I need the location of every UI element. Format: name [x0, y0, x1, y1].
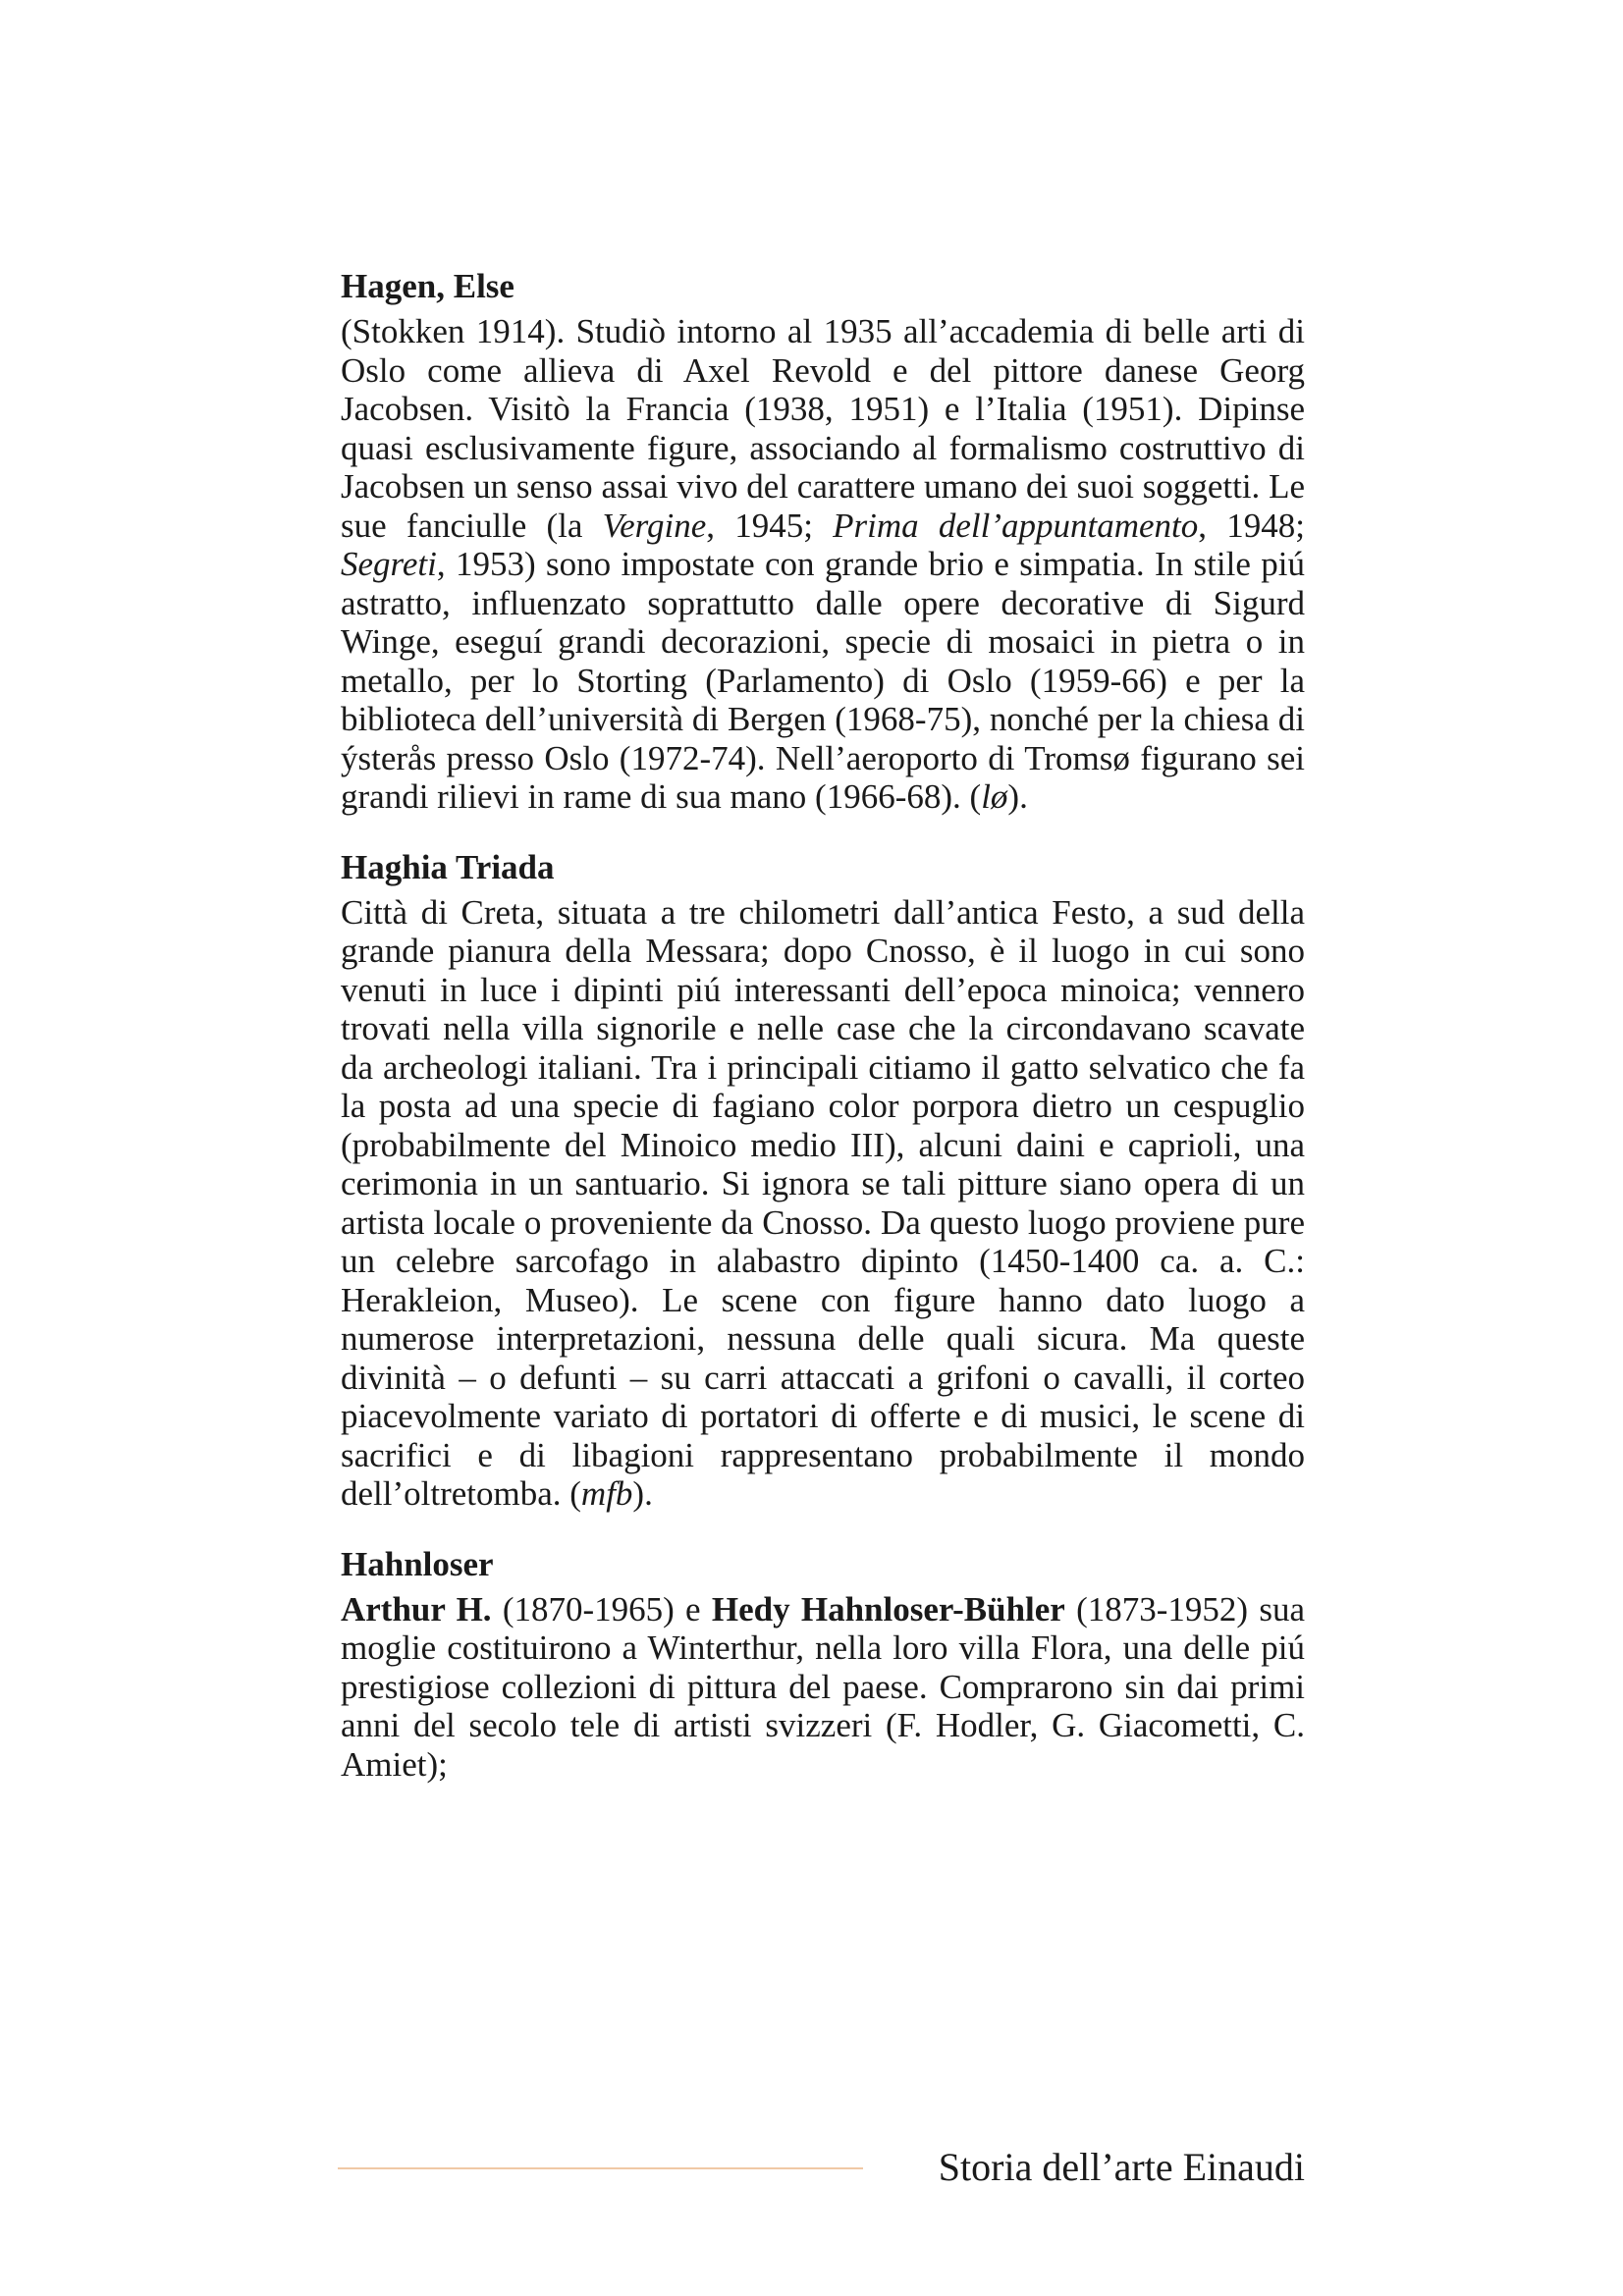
- text-run: ).: [632, 1474, 653, 1513]
- text-run: , 1948;: [1198, 506, 1305, 545]
- italic-text: Segreti: [341, 545, 437, 583]
- italic-text: Vergine: [602, 506, 707, 545]
- entry-title: Hagen, Else: [341, 267, 514, 305]
- entry-body: [341, 312, 1305, 817]
- entry-hagen-else: [341, 265, 1305, 817]
- text-run: ).: [1007, 777, 1028, 816]
- italic-text: Prima dell’appuntamento: [833, 506, 1199, 545]
- entry-title: Haghia Triada: [341, 847, 555, 886]
- italic-text: mfb: [580, 1474, 633, 1513]
- bold-text: Arthur H.: [341, 1589, 492, 1629]
- text-run: (Stokken 1914). Studiò intorno al 1935 all’accademia di belle arti di Oslo come allieva di Axel Revold e del pittore danese Georg Jacobsen. Visitò la Francia (1938, 1951) e l’Italia (1951). Dipinse quasi esclusivamente figure, associando al formalismo costruttivo di Jacobsen un senso assai vivo del carattere umano dei suoi soggetti. Le sue fanciulle (la: [341, 312, 1305, 545]
- text-run: , 1953) sono impostate con grande brio e simpatia. In stile piú astratto, influenzato soprattutto dalle opere decorative di Sigurd Winge, eseguí grandi decorazioni, specie di mosaici in pietra o in metallo, per lo Storting (Parlamento) di Oslo (1959-66) e per la biblioteca dell’università di Bergen (1968-75), nonché per la chiesa di ýsterås presso Oslo (1972-74). Nell’aeroporto di Tromsø figurano sei grandi rilievi in rame di sua mano (1966-68). (: [341, 545, 1305, 816]
- text-run: (1873-1952) sua moglie costituirono a Winterthur, nella loro villa Flora, una delle piú prestigiose collezioni di pittura del paese. Comprarono sin dai primi anni del secolo tele di artisti svizzeri (F. Hodler, G. Giacometti, C. Amiet);: [341, 1589, 1305, 1784]
- italic-text: lø: [981, 777, 1008, 816]
- footer-title: Storia dell’arte Einaudi: [938, 2145, 1305, 2189]
- footer-rule: [338, 2167, 863, 2169]
- entry-title: Hahnloser: [341, 1544, 494, 1583]
- entry-body: [341, 893, 1305, 1514]
- page-content: [341, 265, 1305, 1813]
- text-run: (1870-1965) e: [491, 1589, 712, 1629]
- page-footer: [338, 2140, 1305, 2195]
- bold-text: Hedy Hahnloser-Bühler: [711, 1589, 1065, 1629]
- text-run: , 1945;: [706, 506, 834, 545]
- entry-hahnloser: [341, 1543, 1305, 1785]
- text-run: Città di Creta, situata a tre chilometri dall’antica Festo, a sud della grande pianura della Messara; dopo Cnosso, è il luogo in cui sono venuti in luce i dipinti piú interessanti dell’epoca minoica; vennero trovati nella villa signorile e nelle case che la circondavano scavate da archeologi italiani. Tra i principali citiamo il gatto selvatico che fa la posta ad una specie di fagiano color porpora dietro un cespuglio (probabilmente del Minoico medio III), alcuni daini e caprioli, una cerimonia in un santuario. Si ignora se tali pitture siano opera di un artista locale o proveniente da Cnosso. Da questo luogo proviene pure un celebre sarcofago in alabastro dipinto (1450-1400 ca. a. C.: Herakleion, Museo). Le scene con figure hanno dato luogo a numerose interpretazioni, nessuna delle quali sicura. Ma queste divinità – o defunti – su carri attaccati a grifoni o cavalli, il corteo piacevolmente variato di portatori di offerte e di musici, le scene di sacrifici e di libagioni rappresentano probabilmente il mondo dell’oltretomba. (: [341, 892, 1305, 1513]
- entry-body: [341, 1590, 1305, 1785]
- entry-haghia-triada: [341, 846, 1305, 1514]
